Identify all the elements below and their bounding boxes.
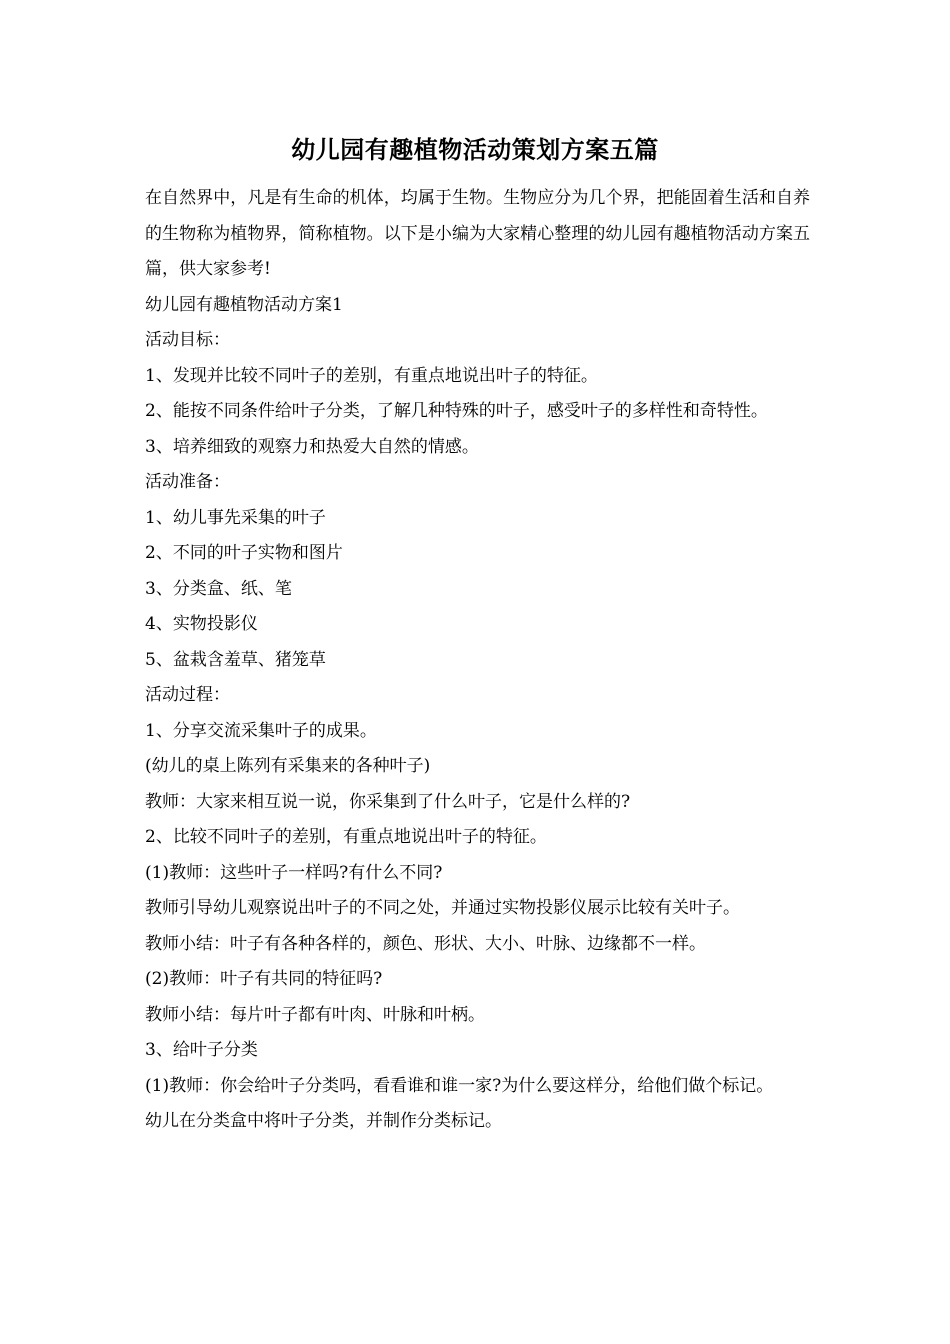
paragraph-intro: 在自然界中，凡是有生命的机体，均属于生物。生物应分为几个界，把能固着生活和自养的生物称为植物界，简称植物。以下是小编为大家精心整理的幼儿园有趣植物活动方案五篇，供大家参考! [145, 188, 810, 279]
paragraph-goal-1: 1、发现并比较不同叶子的差别，有重点地说出叶子的特征。 [145, 365, 598, 386]
paragraph-step-3-activity: 幼儿在分类盒中将叶子分类，并制作分类标记。 [145, 1111, 502, 1131]
paragraph-prep-5: 5、盆栽含羞草、猪笼草 [145, 649, 326, 670]
paragraph-step-2: 2、比较不同叶子的差别，有重点地说出叶子的特征。 [145, 827, 547, 847]
paragraph-step-1: 1、分享交流采集叶子的成果。 [145, 720, 377, 741]
paragraph-step-2-summary-1: 教师小结：叶子有各种各样的，颜色、形状、大小、叶脉、边缘都不一样。 [145, 933, 706, 954]
paragraph-step-2-summary-2: 教师小结：每片叶子都有叶肉、叶脉和叶柄。 [145, 1004, 485, 1025]
paragraph-prep-4: 4、实物投影仪 [145, 614, 258, 634]
paragraph-step-2-q1: (1)教师：这些叶子一样吗?有什么不同? [145, 862, 443, 883]
paragraph-prep-2: 2、不同的叶子实物和图片 [145, 543, 343, 563]
paragraph-process-heading: 活动过程： [145, 685, 230, 705]
paragraph-prep-heading: 活动准备： [145, 472, 230, 492]
paragraph-step-2-q2: (2)教师：叶子有共同的特征吗? [145, 969, 383, 989]
paragraph-prep-1: 1、幼儿事先采集的叶子 [145, 507, 326, 528]
paragraph-step-1-teacher: 教师：大家来相互说一说，你采集到了什么叶子，它是什么样的? [145, 791, 631, 812]
paragraph-prep-3: 3、分类盒、纸、笔 [145, 578, 292, 599]
paragraph-step-2-guide: 教师引导幼儿观察说出叶子的不同之处，并通过实物投影仪展示比较有关叶子。 [145, 898, 740, 918]
paragraph-goal-3: 3、培养细致的观察力和热爱大自然的情感。 [145, 436, 479, 457]
paragraph-step-3-q1: (1)教师：你会给叶子分类吗，看看谁和谁一家?为什么要这样分，给他们做个标记。 [145, 1075, 774, 1096]
paragraph-goals-heading: 活动目标： [145, 330, 230, 350]
document-body [145, 181, 810, 1140]
paragraph-plan-heading: 幼儿园有趣植物活动方案1 [145, 294, 343, 315]
paragraph-step-3: 3、给叶子分类 [145, 1040, 258, 1060]
paragraph-step-1-note: (幼儿的桌上陈列有采集来的各种叶子) [145, 756, 431, 776]
document-title: 幼儿园有趣植物活动策划方案五篇 [291, 135, 659, 164]
paragraph-goal-2: 2、能按不同条件给叶子分类，了解几种特殊的叶子，感受叶子的多样性和奇特性。 [145, 401, 768, 421]
